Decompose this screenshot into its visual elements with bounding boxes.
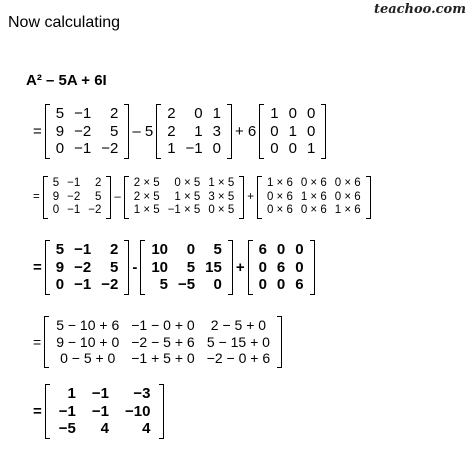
operator: –: [114, 191, 121, 204]
matrix-cell: 5: [55, 105, 65, 122]
matrix-cell: 0 × 6: [300, 204, 327, 217]
matrix-m3: [248, 240, 315, 295]
teachoo-watermark: teachoo.com: [373, 2, 466, 17]
matrix-cell: −5: [58, 420, 76, 438]
matrix-cell: 3: [212, 122, 221, 140]
matrix-cell: −1: [91, 385, 109, 402]
matrix-cell: 0: [258, 276, 267, 294]
matrix-cell: 0: [52, 204, 60, 217]
step-5-result: [30, 384, 164, 439]
matrix-cell: 2: [109, 105, 119, 122]
matrix-cell: 1: [67, 385, 76, 402]
matrix-cell: 1 × 5: [133, 204, 160, 217]
matrix-cell: 0: [276, 276, 286, 294]
matrix-cell: −2: [74, 122, 92, 140]
matrix-cell: 0 × 5: [174, 177, 201, 189]
matrix-cell: 5: [109, 258, 119, 276]
matrix-cell: −1: [67, 204, 81, 217]
matrix-cell: 9: [55, 258, 65, 276]
matrix-cell: 9: [52, 190, 60, 203]
matrix-cell: 1 × 6: [266, 177, 293, 189]
matrix-m2: [156, 104, 232, 159]
heading-now-calculating: Now calculating: [8, 14, 121, 31]
operator: -: [132, 259, 138, 277]
matrix-m1: [45, 384, 165, 439]
matrix-cell: 0: [212, 140, 221, 158]
matrix-cell: 0 × 6: [266, 204, 293, 217]
matrix-cell: −1: [74, 105, 92, 122]
matrix-m1: [45, 104, 130, 159]
matrix-cell: −1: [74, 276, 92, 294]
matrix-cell: −2: [101, 140, 119, 158]
matrix-cell: 0: [55, 140, 65, 158]
matrix-cell: 5 − 15 + 0: [206, 333, 270, 350]
matrix-cell: 1 × 5: [208, 177, 235, 189]
step-2-scalar-products: [30, 176, 371, 219]
matrix-cell: 5: [159, 276, 169, 294]
matrix-cell: 5: [109, 122, 119, 140]
matrix-cell: 5 − 10 + 6: [56, 317, 120, 333]
matrix-cell: −2: [74, 258, 92, 276]
matrix-cell: 1: [270, 105, 279, 122]
matrix-cell: 0 − 5 + 0: [60, 350, 116, 367]
operator: + 6: [234, 123, 257, 141]
matrix-cell: 1 × 6: [300, 190, 327, 203]
operator: +: [235, 259, 245, 277]
matrix-cell: 0: [194, 105, 203, 122]
matrix-cell: 4: [142, 420, 151, 438]
matrix-cell: 5: [55, 241, 65, 258]
matrix-cell: 0: [295, 258, 304, 276]
matrix-cell: 15: [205, 258, 222, 276]
matrix-cell: 2 × 5: [133, 190, 160, 203]
matrix-cell: 6: [295, 276, 304, 294]
matrix-cell: 5: [186, 258, 196, 276]
matrix-cell: 9 − 10 + 0: [56, 333, 120, 350]
operator: +: [247, 191, 254, 204]
matrix-cell: −2: [101, 276, 119, 294]
matrix-cell: 0: [55, 276, 65, 294]
operator: – 5: [132, 123, 154, 141]
matrix-cell: 0 × 6: [334, 190, 361, 203]
matrix-cell: −1: [74, 140, 92, 158]
matrix-m1: [43, 176, 112, 219]
matrix-cell: 2: [167, 105, 176, 122]
matrix-cell: −2: [88, 204, 102, 217]
matrix-cell: 0: [306, 105, 316, 122]
matrix-cell: 0: [306, 122, 316, 140]
matrix-cell: −10: [124, 402, 151, 420]
matrix-cell: 0: [270, 122, 279, 140]
matrix-cell: 1: [288, 122, 297, 140]
matrix-cell: 1 × 6: [334, 204, 361, 217]
matrix-cell: 9: [55, 122, 65, 140]
matrix-cell: −1: [91, 402, 109, 420]
matrix-cell: 4: [100, 420, 109, 438]
matrix-cell: 6: [258, 241, 267, 258]
equals-sign: =: [33, 191, 40, 204]
matrix-cell: −2: [67, 190, 81, 203]
step-3-evaluated: [30, 240, 315, 295]
matrix-cell: 0 × 6: [266, 190, 293, 203]
step-1-substitution: [30, 104, 326, 159]
matrix-cell: 2 − 5 + 0: [210, 317, 267, 333]
matrix-cell: 2: [109, 241, 119, 258]
matrix-cell: 1: [306, 140, 316, 158]
matrix-m2: [140, 240, 232, 295]
matrix-cell: −1: [185, 140, 203, 158]
matrix-cell: 0: [270, 140, 279, 158]
matrix-cell: −1 − 0 + 0: [131, 317, 195, 333]
matrix-cell: −3: [133, 385, 151, 402]
equals-sign: =: [33, 123, 42, 141]
matrix-cell: −1 × 5: [167, 204, 201, 217]
matrix-cell: 0: [186, 241, 196, 258]
matrix-cell: −1: [58, 402, 76, 420]
matrix-cell: 0: [276, 241, 286, 258]
equals-sign: =: [33, 403, 42, 421]
matrix-cell: 3 × 5: [208, 190, 235, 203]
matrix-cell: −2 − 5 + 6: [131, 333, 195, 350]
matrix-cell: 0: [288, 140, 297, 158]
matrix-cell: −2 − 0 + 6: [206, 350, 271, 367]
matrix-cell: 0 × 6: [300, 177, 327, 189]
matrix-cell: 5: [94, 190, 102, 203]
step-4-combined: [30, 316, 282, 368]
matrix-cell: 0: [213, 276, 222, 294]
matrix-cell: 1 × 5: [174, 190, 201, 203]
matrix-cell: −5: [178, 276, 196, 294]
matrix-cell: 10: [151, 258, 169, 276]
matrix-m3: [257, 176, 371, 219]
matrix-cell: −1: [67, 177, 81, 189]
matrix-cell: 1: [194, 122, 203, 140]
matrix-m1: [45, 240, 130, 295]
matrix-cell: −1: [74, 241, 92, 258]
matrix-cell: 6: [276, 258, 286, 276]
equals-sign: =: [33, 259, 42, 277]
matrix-m1: [44, 316, 282, 368]
matrix-m2: [124, 176, 244, 219]
matrix-cell: 0: [258, 258, 267, 276]
expression-title: A² – 5A + 6I: [26, 72, 107, 89]
equals-sign: =: [33, 333, 42, 350]
matrix-cell: 2 × 5: [133, 177, 160, 189]
matrix-cell: 1: [167, 140, 176, 158]
matrix-cell: 10: [151, 241, 169, 258]
matrix-cell: 5: [213, 241, 222, 258]
matrix-cell: 0: [295, 241, 304, 258]
matrix-cell: 2: [167, 122, 176, 140]
matrix-cell: 5: [52, 177, 60, 189]
matrix-m3: [259, 104, 326, 159]
matrix-cell: 1: [212, 105, 221, 122]
matrix-cell: 2: [94, 177, 102, 189]
matrix-cell: 0 × 5: [208, 204, 235, 217]
matrix-cell: −1 + 5 + 0: [131, 350, 195, 367]
matrix-cell: 0: [288, 105, 297, 122]
matrix-cell: 0 × 6: [334, 177, 361, 189]
